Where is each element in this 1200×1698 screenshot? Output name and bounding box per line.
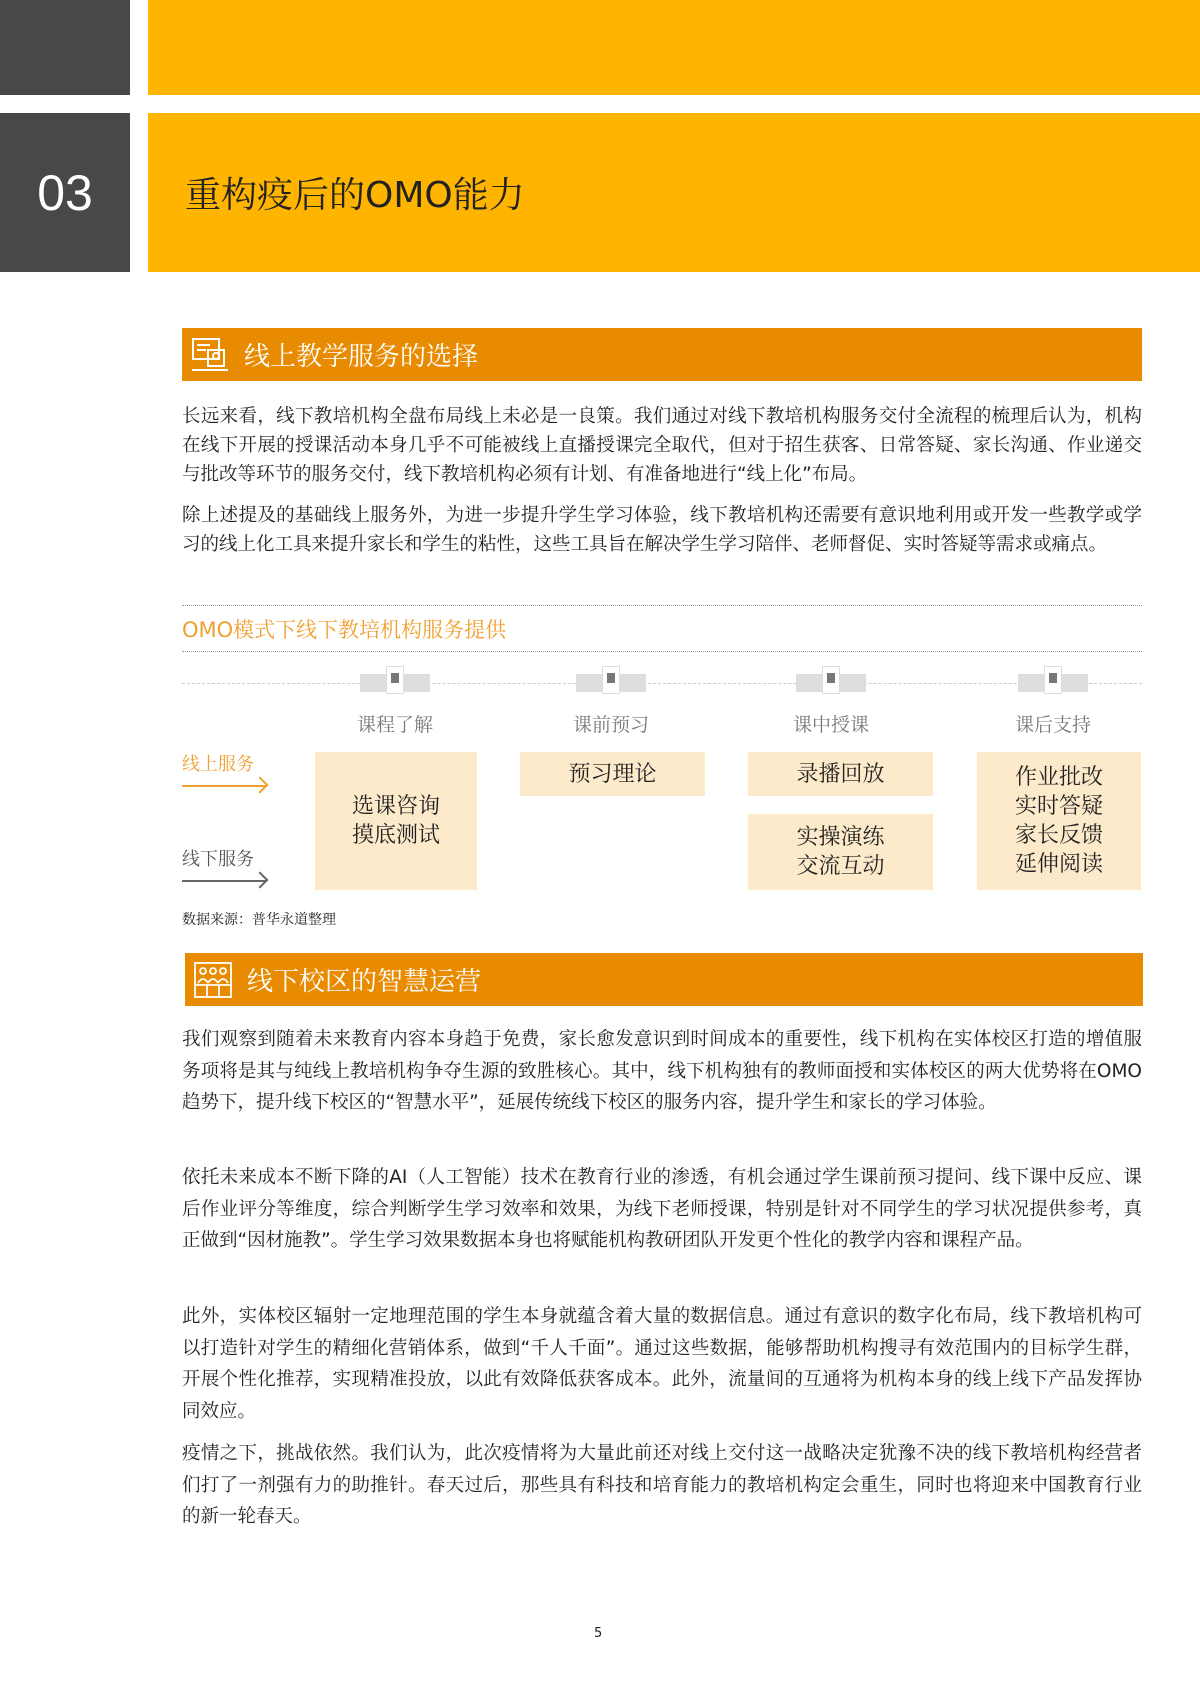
stage-label: 课前预习	[572, 714, 649, 736]
service-box: 作业批改 实时答疑 家长反馈 延伸阅读	[977, 752, 1141, 890]
row-label-offline: 线下服务	[182, 849, 254, 870]
row-label-online: 线上服务	[182, 754, 254, 775]
section-title: 线下校区的智慧运营	[247, 967, 482, 997]
section-title: 线上教学服务的选择	[244, 342, 479, 372]
timeline-marker	[796, 674, 866, 692]
stage-label: 课程了解	[356, 714, 433, 736]
timeline-marker	[576, 674, 646, 692]
stage-label: 课后支持	[1014, 714, 1091, 736]
paragraph: 我们观察到随着未来教育内容本身趋于免费，家长愈发意识到时间成本的重要性，线下机构在实体校区打造的增值服务项将是其与纯线上教培机构争夺生源的致胜核心。其中，线下机构独有的教师面授和实体校区的两大优势将在OMO趋势下，提升线下校区的“智慧水平”，延展传统线下校区的服务内容，提升学生和家长的学习体验。	[182, 1029, 1142, 1113]
service-box: 录播回放	[748, 752, 933, 796]
chapter-number: 03	[0, 113, 130, 272]
timeline-marker	[1018, 674, 1088, 692]
data-source: 数据来源：普华永道整理	[182, 912, 336, 928]
section-header-online	[182, 328, 1142, 381]
service-box: 预习理论	[520, 752, 705, 796]
section-header-offline	[185, 953, 1143, 1006]
page-number: 5	[594, 1626, 603, 1641]
paragraph: 依托未来成本不断下降的AI（人工智能）技术在教育行业的渗透，有机会通过学生课前预习提问、线下课中反应、课后作业评分等维度，综合判断学生学习效率和效果，为线下老师授课，特别是针对不同学生的学习状况提供参考，真正做到“因材施教”。学生学习效果数据本身也将赋能机构教研团队开发更个性化的教学内容和课程产品。	[182, 1167, 1142, 1251]
corner-block-top	[0, 0, 130, 95]
online-teaching-icon	[190, 336, 230, 374]
divider	[182, 651, 1142, 652]
service-box: 实操演练 交流互动	[748, 814, 933, 890]
timeline-marker	[360, 674, 430, 692]
arrow-right-icon	[182, 785, 266, 787]
header-band-top	[148, 0, 1200, 95]
service-box: 选课咨询 摸底测试	[315, 752, 477, 890]
paragraph: 除上述提及的基础线上服务外，为进一步提升学生学习体验，线下教培机构还需要有意识地利用或开发一些教学或学习的线上化工具来提升家长和学生的粘性，这些工具旨在解决学生学习陪伴、老师督促、实时答疑等需求或痛点。	[182, 505, 1142, 555]
chapter-title: 重构疫后的OMO能力	[148, 113, 1200, 272]
paragraph: 此外，实体校区辐射一定地理范围的学生本身就蕴含着大量的数据信息。通过有意识的数字化布局，线下教培机构可以打造针对学生的精细化营销体系，做到“千人千面”。通过这些数据，能够帮助机构搜寻有效范围内的目标学生群，开展个性化推荐，实现精准投放，以此有效降低获客成本。此外，流量间的互通将为机构本身的线上线下产品发挥协同效应。	[182, 1306, 1142, 1422]
classroom-people-icon	[193, 961, 233, 999]
paragraph: 疫情之下，挑战依然。我们认为，此次疫情将为大量此前还对线上交付这一战略决定犹豫不决的线下教培机构经营者们打了一剂强有力的助推针。春天过后，那些具有科技和培育能力的教培机构定会重生，同时也将迎来中国教育行业的新一轮春天。	[182, 1443, 1142, 1527]
paragraph: 长远来看，线下教培机构全盘布局线上未必是一良策。我们通过对线下教培机构服务交付全流程的梳理后认为，机构在线下开展的授课活动本身几乎不可能被线上直播授课完全取代，但对于招生获客、日常答疑、家长沟通、作业递交与批改等环节的服务交付，线下教培机构必须有计划、有准备地进行“线上化”布局。	[182, 406, 1142, 485]
timeline-line	[182, 683, 1142, 684]
stage-label: 课中授课	[792, 714, 869, 736]
divider	[182, 605, 1142, 606]
arrow-right-icon	[182, 880, 266, 882]
diagram-title: OMO模式下线下教培机构服务提供	[182, 618, 507, 642]
